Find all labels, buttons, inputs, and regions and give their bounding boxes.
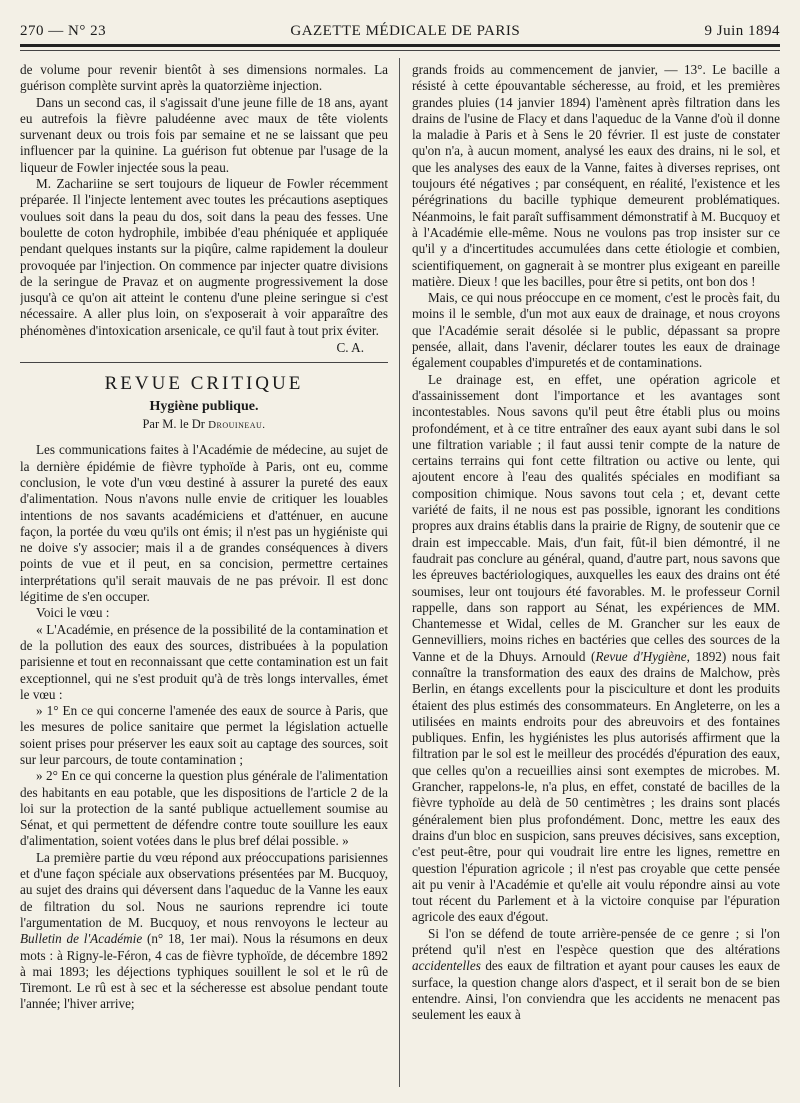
header-rule	[20, 44, 780, 47]
paragraph: Les communications faites à l'Académie de médecine, au sujet de la dernière épidémie de fièvre typhoïde à Paris, ont eu, comme conclusion, le vote d'un vœu destiné à assurer la pureté des eaux d'alimentation. Nous n'avons nulle envie de critiquer les louables intentions de nos savants académiciens et d'atténuer, en aucune façon, la portée du vœu qu'ils ont émis; il n'est pas un hygiéniste qui ne doive s'y associer; mais il a de grandes conséquences à divers points de vue et il peut, en sa concision, permettre certaines interprétations qu'il serait mauvais de ne pas prévoir. Il est donc légitime de s'en occuper.	[20, 442, 388, 605]
byline-prefix: Par M. le Dr	[142, 417, 205, 432]
text-run: La première partie du vœu répond aux préoccupations parisiennes et d'une façon spéciale aux observations présentées par M. Bucquoy, au sujet des drains qui déversent dans l'aqueduc de la Vanne les eaux de filtration du sol. Nous ne saurions reprendre ici toute l'argumentation de M. Bucquoy, et nous renvoyons le lecteur au	[20, 849, 388, 930]
paragraph: grands froids au commencement de janvier, — 13°. Le bacille a résisté à cette épouvantable sécheresse, au froid, et les premières grandes pluies (14 janvier 1894) l'amènent après filtration dans les drains de l'usine de Flacy et dans l'aqueduc de la Vanne d'où il donne la maladie à Paris et à Sens le 20 février. Il est juste de constater qu'on n'a, à aucun moment, analysé les eaux des drains, ni le sol, et que les analyses des eaux de la Vanne, faites à diverses reprises, ont toujours été négatives ; par conséquent, en réalité, l'existence et les pérégrinations du bacille typhique demeurent problématiques. Néanmoins, le fait paraît suffisamment démonstratif à M. Bucquoy et à l'Académie elle-même. Nous ne voulons pas trop insister sur ce qu'il y a d'incertitudes accumulées dans cette étiologie et combien, scientifiquement, on gagnerait à se montrer plus exigeant en pareille matière. Dieux ! que les bacilles, pour être si petits, ont bon dos !	[412, 62, 780, 289]
byline	[20, 416, 388, 434]
italic-reference: Bulletin de l'Académie	[20, 931, 143, 947]
italic-reference: Revue d'Hygiène	[595, 648, 687, 664]
paragraph	[412, 372, 780, 926]
issue-date: 9 Juin 1894	[704, 23, 780, 39]
paragraph: Dans un second cas, il s'agissait d'une jeune fille de 18 ans, ayant eu autrefois la fièvre paludéenne avec maux de tête violents survenant deux ou trois fois par semaine et ne se laissant que peu influencer par la quinine. La guérison fut obtenue par l'usage de la liqueur de Fowler injectée sous la peau.	[20, 94, 388, 175]
paragraph: Voici le vœu :	[36, 605, 110, 621]
paragraph: » 2° En ce qui concerne la question plus générale de l'alimentation des habitants en eau potable, que les dispositions de l'article 2 de la loi sur la protection de la santé publique actuellement soumise au Sénat, et qui permettent de défendre contre toute souillure les eaux d'alimentation, soient votées dans le plus bref délai possible. »	[20, 768, 388, 849]
article-signature: C. A.	[336, 340, 364, 356]
italic-term: accidentelles	[412, 958, 481, 974]
paragraph: M. Zachariine se sert toujours de liqueur de Fowler récemment préparée. Il l'injecte lentement avec toutes les précautions aseptiques voulues soit dans la peau du dos, soit dans la peau des fesses. Une boulette de coton hydrophile, imbibée d'eau phéniquée et appliquée pendant quelques instants sur la piqûre, calme rapidement la douleur provoquée par l'injection. On commence par injecter quatre divisions de la seringue de Pravaz et on augmente progressivement la dose jusqu'à ce qu'on ait atteint le contenu d'une pleine seringue si c'est nécessaire. A aller plus loin, on s'exposerait à voir apparaître des phénomènes d'intoxication arsenicale, ce qu'il faut à tout prix éviter.	[20, 176, 388, 338]
section-divider	[20, 362, 388, 363]
page-header	[20, 10, 780, 40]
journal-title: GAZETTE MÉDICALE DE PARIS	[290, 23, 521, 39]
section-title: REVUE CRITIQUE	[104, 373, 304, 395]
paragraph	[412, 926, 780, 1024]
text-run: , 1892) nous fait connaître la transformation des eaux des drains de Malchow, près Berlin, en étangs excellents pour la pisciculture et dont les produits étaient des plus estimés des consommateurs. En Angleterre, on les a utilisées en maints endroits pour des abreuvoirs et des fontaines publiques. Enfin, les hygiénistes les plus autorisés affirment que la filtration par le sol est le meilleur des procédés d'épuration des eaux, que celles qu'on a recueillies ainsi sont exemptes de microbes. M. Grancher, rappelons-le, n'a plus, en effet, constaté de bacilles de la fièvre typhoïde au delà de 50 centimètres ; les drains sont placés généralement bien plus profondément. Donc, mettre les eaux des drains d'un bloc en suspicion, sans preuves décisives, sans exception, c'est peut-être, pour qui voudrait lire entre les lignes, remettre en question l'épuration agricole ; il n'est pas croyable que cette pensée ait pu venir à l'Académie et qu'elle ait voulu répondre ainsi au vote tout récent du Parlement et à la victoire conquise par l'épuration agricole des eaux d'égout.	[412, 648, 780, 925]
section-subtitle: Hygiène publique.	[149, 399, 259, 415]
author-name: Drouineau.	[208, 419, 266, 432]
text-run: (n° 18, 1er mai). Nous la résumons en deux mots : à Rigny-le-Féron, 4 cas de fièvre typhoïde, de décembre 1892 à mai 1893; les déjections typhiques souillent le sol et le rû de Tiremont. Le rû est à sec et la sécheresse est absolue pendant toute l'année; l'hiver arrive;	[20, 931, 388, 1012]
paragraph: de volume pour revenir bientôt à ses dimensions normales. La guérison complète survint après la quatorzième injection.	[20, 62, 388, 94]
paragraph: Mais, ce qui nous préoccupe en ce moment, c'est le procès fait, du moins il le semble, d'un mot aux eaux de drainage, et nous croyons que l'Académie serait désolée si le public, dépassant sa propre pensée, allait, dans l'avenir, déclarer toutes les eaux de drainage également coupables d'impuretés et de contaminations.	[412, 290, 780, 371]
column-divider	[399, 58, 400, 1087]
text-run: Le drainage est, en effet, une opération agricole et d'assainissement dont l'importance et les avantages sont incontestables. Nous savons qu'il peut être établi plus ou moins profondément, et à ce titre entraîner des eaux ayant subi dans le sol une filtration variable ; il faut aussi tenir compte de la nature de certains terrains qui font cette filtration ou active ou lente, qui ajoutent encore à l'eau des qualités spéciales en modifiant sa composition chimique. Nous savons tout cela ; et, devant cette variété de faits, il ne nous est pas possible, ignorant les conditions propres aux drains établis dans la prairie de Rigny, de soutenir que ce drain est impeccable. Mais, d'un fait, fût-il bien démontré, il ne faudrait pas conclure au général, quand, d'autre part, nous savons que les épreuves bactériologiques, auxquelles les eaux des drains ont été soumises, leur ont toujours été favorables. M. le professeur Cornil rappelle, dans son rapport au Sénat, les expériences de MM. Chantemesse et Widal, celles de M. Grancher sur les eaux de Gennevilliers, moins riches en bactéries que celles des sources de la Vanne et de la Dhuys. Arnould (	[412, 371, 780, 664]
text-run: des eaux de filtration et ayant pour causes les eaux de surface, la question change alors d'aspect, et il serait bon de se bien entendre. Ainsi, l'on conviendra que les accidents ne menacent pas seulement les eaux à	[412, 958, 780, 1023]
right-column	[412, 62, 780, 1087]
text-run: Si l'on se défend de toute arrière-pensée de ce genre ; si l'on prétend qu'il n'est en l'espèce question que des altérations	[412, 925, 780, 958]
header-rule-thin	[20, 50, 780, 51]
page-number: 270 — N° 23	[20, 23, 107, 39]
paragraph: » 1° En ce qui concerne l'amenée des eaux de source à Paris, que les mesures de police sanitaire que permet la législation actuelle soient prises pour préserver les eaux soit au captage des sources, soit sur leur parcours, de toute contamination ;	[20, 703, 388, 767]
paragraph	[20, 850, 388, 1013]
paragraph: « L'Académie, en présence de la possibilité de la contamination et de la pollution des eaux des sources, distribuées à la population parisienne et tout en reconnaissant que cette contamination est un fait exceptionnel, qui ne s'est produit qu'à de très longs intervalles, émet le vœu :	[20, 621, 388, 702]
left-column	[20, 62, 388, 1087]
